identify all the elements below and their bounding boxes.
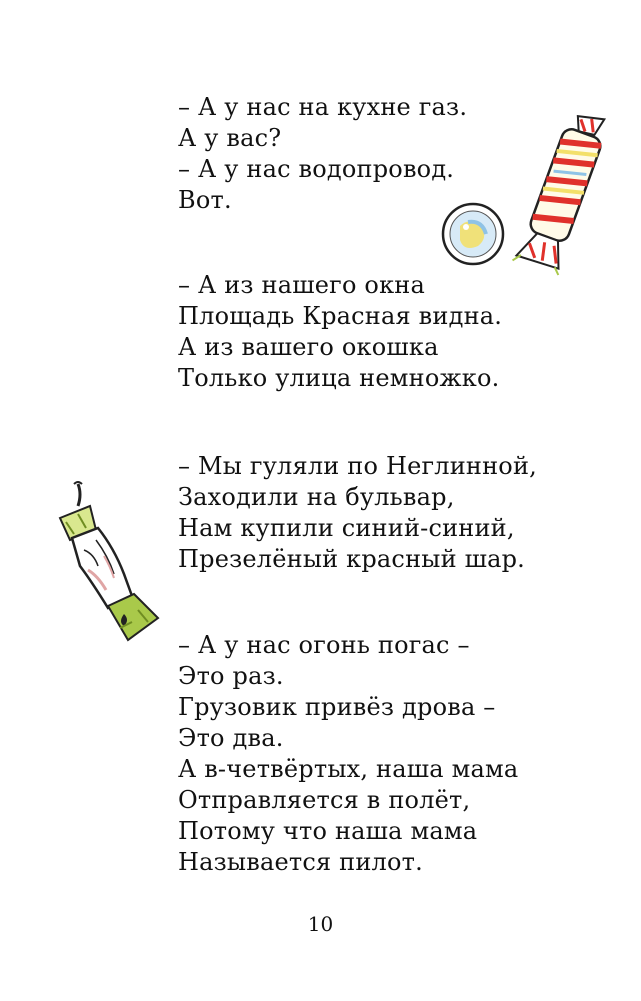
poem-line: Площадь Красная видна. xyxy=(178,302,503,330)
candy-illustration xyxy=(428,104,618,284)
poem-line: А из вашего окошка xyxy=(178,333,439,361)
stanza-4 xyxy=(178,630,518,878)
poem-line: – Мы гуляли по Неглинной, xyxy=(178,452,537,480)
poem-line: Отправляется в полёт, xyxy=(178,786,471,814)
poem-line: Заходили на бульвар, xyxy=(178,483,455,511)
page-number: 10 xyxy=(307,912,334,936)
poem-line: Вот. xyxy=(178,186,232,214)
poem-line: – А у нас водопровод. xyxy=(178,155,455,183)
stanza-3 xyxy=(178,451,537,575)
wrapped-candy-icon xyxy=(513,106,614,277)
poem-line: Это раз. xyxy=(178,662,284,690)
poem-line: Только улица немножко. xyxy=(178,364,500,392)
stanza-1 xyxy=(178,92,467,216)
poem-line: Называется пилот. xyxy=(178,848,423,876)
round-sweet-icon xyxy=(443,204,503,264)
poem-line: Это два. xyxy=(178,724,284,752)
poem-line: А в-четвёртых, наша мама xyxy=(178,755,519,783)
poem-line: Потому что наша мама xyxy=(178,817,478,845)
poem-line: Нам купили синий-синий, xyxy=(178,514,515,542)
poem-line: – А у нас огонь погас – xyxy=(178,631,470,659)
candy-wrapper-illustration xyxy=(48,478,178,648)
candy-wrapper-icon xyxy=(60,482,158,640)
poem-line: – А из нашего окна xyxy=(178,271,425,299)
stanza-2 xyxy=(178,270,502,394)
poem-line: Презелёный красный шар. xyxy=(178,545,526,573)
poem-line: – А у нас на кухне газ. xyxy=(178,93,468,121)
poem-line: Грузовик привёз дрова – xyxy=(178,693,496,721)
poem-line: А у вас? xyxy=(178,124,282,152)
